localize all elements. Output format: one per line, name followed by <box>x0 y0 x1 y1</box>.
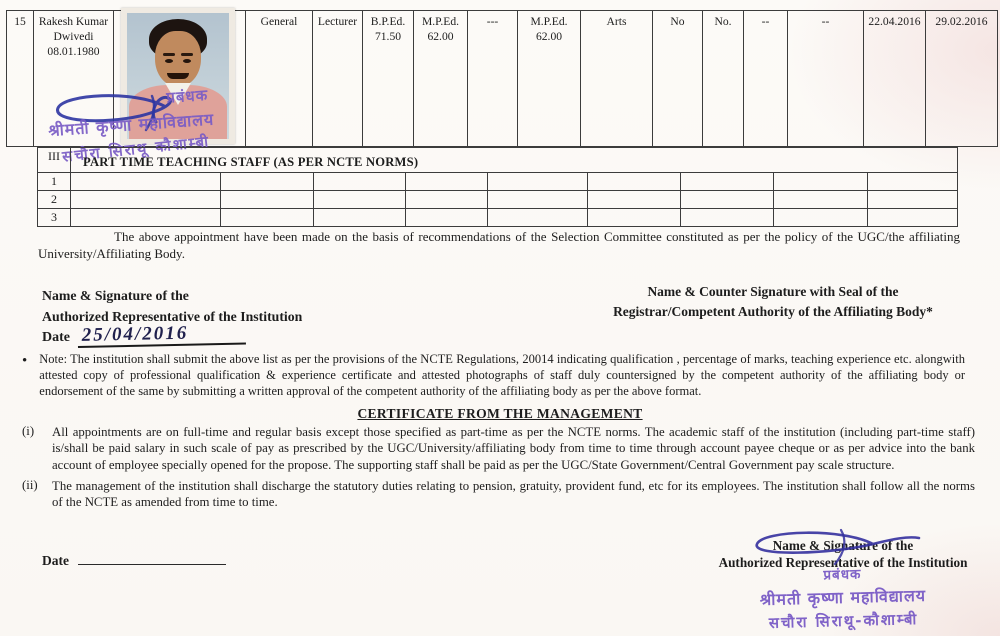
cell-qualification-2 <box>414 11 468 147</box>
qual1-percent: 71.50 <box>374 30 402 44</box>
date-line <box>42 322 246 348</box>
cell-dash-c <box>788 11 864 147</box>
note-block <box>22 352 965 400</box>
table-row <box>38 173 958 191</box>
bullet-glyph: • <box>22 353 28 369</box>
row-number: 1 <box>38 173 71 191</box>
stamp-line: श्रीमती कृष्णा महाविद्यालय <box>759 585 927 610</box>
certificate-item-2 <box>22 478 975 511</box>
item-marker: (ii) <box>22 477 38 492</box>
designation-value: Lecturer <box>317 15 358 28</box>
stamp-line: श्रीमती कृष्णा महाविद्यालय <box>47 109 215 141</box>
left-sign-line2: Authorized Representative of the Institution <box>42 308 303 324</box>
table-row <box>38 209 958 227</box>
certificate-item-1 <box>22 424 975 473</box>
date-label: Date <box>42 330 70 345</box>
item-text: The management of the institution shall discharge the statutory duties relating to pension, gratuity, provident fund, etc for its employees. The institution shall follow all the norms of the NCTE as amended from time to time. <box>52 478 975 509</box>
row-number: 3 <box>38 209 71 227</box>
date2-value: 29.02.2016 <box>935 15 988 28</box>
left-sign-line1: Name & Signature of the <box>42 288 189 303</box>
handwritten-date: 25/04/2016 <box>78 322 246 347</box>
stream-value: Arts <box>606 15 627 28</box>
cell-qualification-1 <box>363 11 414 147</box>
selection-committee-paragraph: The above appointment have been made on the basis of recommendations of the Selection Committee constituted as per the policy of the UGC/the affiliating University/Affiliating Body. <box>38 229 960 261</box>
bottom-signature-block <box>688 538 998 631</box>
section-number: III <box>38 148 71 173</box>
date-label: Date <box>42 553 69 568</box>
table-row <box>38 191 958 209</box>
item-text: All appointments are on full-time and regular basis except those specified as part-time as per the NCTE norms. The academic staff of the institution (including part-time staff) is/shall be paid salary in such scale of pay as prescribed by the UGC/University/affiliating body from time to time through account payee cheque or as per advice into the bank account of employee specially opened for the propose. The supporting staff shall be paid as per the UGC/State Government/Central Government pay scale structure. <box>52 425 975 472</box>
bottom-date-line <box>42 553 226 569</box>
cell-dash-b <box>744 11 788 147</box>
serial-number: 15 <box>14 15 26 28</box>
qual3-degree: M.P.Ed. <box>530 15 568 28</box>
dash-value: -- <box>761 15 770 28</box>
cell-qualification-3 <box>518 11 581 147</box>
note-text: Note: The institution shall submit the above list as per the provisions of the NCTE Regulations, 20014 indicating qualification , percentage of marks, teaching experience etc. alongwith attested copy of professional qualification & experience certificate and attested photographs of staff duly countersigned by the competent authority of the affiliating body or endorsement of the same by submitting a written approval of the competent authority of the affiliating body as per the above format. <box>39 352 965 398</box>
no2-value: No. <box>714 15 732 28</box>
item-marker: (i) <box>22 424 35 438</box>
staff-name-line2: Dwivedi <box>53 30 94 44</box>
staff-dob: 08.01.1980 <box>47 45 100 59</box>
stamp-line: सचौरा सिराथू-कौशाम्बी <box>768 610 919 632</box>
dash-value: -- <box>821 15 830 28</box>
bottom-sign-line2: Authorized Representative of the Institution <box>718 554 968 570</box>
cell-dash-a <box>468 11 518 147</box>
left-signatory-heading <box>42 286 302 327</box>
row-number: 2 <box>38 191 71 209</box>
cell-date-2 <box>926 11 998 147</box>
stamp-line: प्रबंधक <box>165 85 209 107</box>
qual2-degree: M.P.Ed. <box>421 15 460 28</box>
institution-stamp-bottom <box>687 561 999 635</box>
cell-stream <box>581 11 653 147</box>
bottom-sign-line1: Name & Signature of the <box>772 538 914 553</box>
certificate-heading <box>0 406 1000 422</box>
certificate-heading-text: CERTIFICATE FROM THE MANAGEMENT <box>357 406 643 421</box>
qual2-percent: 62.00 <box>427 30 454 44</box>
qual3-percent: 62.00 <box>535 30 563 44</box>
section-title: PART TIME TEACHING STAFF (AS PER NCTE NORMS) <box>71 148 958 173</box>
cell-no1 <box>653 11 703 147</box>
qual1-degree: B.P.Ed. <box>370 15 406 28</box>
cell-serial <box>7 11 34 147</box>
table-row <box>38 148 958 173</box>
staff-name-line1: Rakesh Kumar <box>38 15 109 28</box>
right-signatory-heading <box>552 282 994 323</box>
cell-date-1 <box>864 11 926 147</box>
dash-value: --- <box>486 15 499 28</box>
date1-value: 22.04.2016 <box>868 15 921 28</box>
stamp-line: प्रबंधक <box>823 566 862 584</box>
category-value: General <box>260 15 298 28</box>
right-sign-line2: Registrar/Competent Authority of the Affiliating Body* <box>613 304 933 320</box>
no1-value: No <box>670 15 685 28</box>
cell-no2 <box>703 11 744 147</box>
stamp-line: सचौरा सिराथू कौशाम्बी <box>61 132 211 166</box>
certificate-items <box>22 424 975 515</box>
date-blank-line <box>78 564 226 565</box>
right-sign-line1: Name & Counter Signature with Seal of the <box>647 284 899 299</box>
part-time-staff-table <box>37 147 958 227</box>
